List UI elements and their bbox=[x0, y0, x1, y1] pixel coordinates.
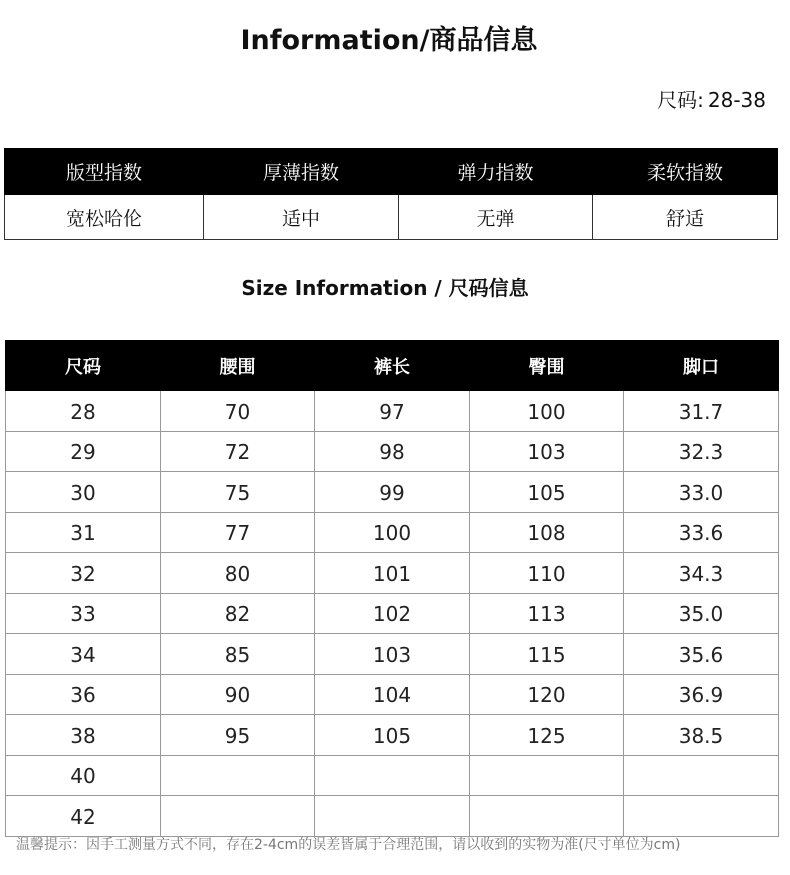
size-header-hem: 脚口 bbox=[624, 341, 779, 391]
table-row bbox=[6, 796, 779, 837]
index-header-softness: 柔软指数 bbox=[593, 149, 778, 195]
hem-cell: 32.3 bbox=[624, 431, 779, 472]
waist-cell: 77 bbox=[161, 512, 315, 553]
waist-cell: 95 bbox=[161, 715, 315, 756]
size-header-waist: 腰围 bbox=[161, 341, 315, 391]
waist-cell: 85 bbox=[161, 634, 315, 675]
index-value-fit: 宽松哈伦 bbox=[5, 195, 204, 240]
table-row bbox=[6, 715, 779, 756]
hip-cell bbox=[470, 796, 624, 837]
measurement-note: 温馨提示：因手工测量方式不同，存在2-4cm的误差皆属于合理范围，请以收到的实物为准(尺寸单位为cm) bbox=[16, 837, 681, 853]
length-cell: 105 bbox=[315, 715, 470, 756]
hem-cell: 33.6 bbox=[624, 512, 779, 553]
hem-cell: 36.9 bbox=[624, 674, 779, 715]
hip-cell: 120 bbox=[470, 674, 624, 715]
waist-cell bbox=[161, 755, 315, 796]
waist-cell: 75 bbox=[161, 472, 315, 513]
table-row bbox=[6, 674, 779, 715]
length-cell: 99 bbox=[315, 472, 470, 513]
table-row bbox=[6, 472, 779, 513]
index-header-elasticity: 弹力指数 bbox=[399, 149, 593, 195]
table-row bbox=[6, 553, 779, 594]
index-header-row bbox=[5, 149, 778, 195]
hem-cell: 35.6 bbox=[624, 634, 779, 675]
waist-cell: 72 bbox=[161, 431, 315, 472]
hem-cell: 38.5 bbox=[624, 715, 779, 756]
size-range bbox=[657, 84, 766, 113]
size-cell: 30 bbox=[6, 472, 161, 513]
hip-cell: 110 bbox=[470, 553, 624, 594]
size-cell: 38 bbox=[6, 715, 161, 756]
size-header-hip: 臀围 bbox=[470, 341, 624, 391]
hip-cell: 108 bbox=[470, 512, 624, 553]
index-value-elasticity: 无弹 bbox=[399, 195, 593, 240]
product-index-table bbox=[4, 148, 778, 240]
index-value-softness: 舒适 bbox=[593, 195, 778, 240]
hip-cell: 105 bbox=[470, 472, 624, 513]
size-range-label: 尺码 bbox=[657, 88, 698, 112]
size-cell: 32 bbox=[6, 553, 161, 594]
length-cell: 103 bbox=[315, 634, 470, 675]
hem-cell: 33.0 bbox=[624, 472, 779, 513]
hem-cell bbox=[624, 796, 779, 837]
size-header-length: 裤长 bbox=[315, 341, 470, 391]
size-cell: 36 bbox=[6, 674, 161, 715]
size-cell: 28 bbox=[6, 391, 161, 432]
hem-cell bbox=[624, 755, 779, 796]
length-cell: 104 bbox=[315, 674, 470, 715]
table-row bbox=[6, 391, 779, 432]
waist-cell bbox=[161, 796, 315, 837]
hem-cell: 31.7 bbox=[624, 391, 779, 432]
hip-cell: 115 bbox=[470, 634, 624, 675]
size-cell: 40 bbox=[6, 755, 161, 796]
size-range-separator: : bbox=[697, 88, 704, 112]
size-range-value: 28-38 bbox=[707, 88, 766, 112]
length-cell: 102 bbox=[315, 593, 470, 634]
size-section-title: Size Information / 尺码信息 bbox=[241, 276, 529, 300]
table-row bbox=[6, 512, 779, 553]
hip-cell bbox=[470, 755, 624, 796]
hem-cell: 35.0 bbox=[624, 593, 779, 634]
size-cell: 42 bbox=[6, 796, 161, 837]
length-cell bbox=[315, 796, 470, 837]
index-header-thickness: 厚薄指数 bbox=[204, 149, 399, 195]
hip-cell: 113 bbox=[470, 593, 624, 634]
hem-cell: 34.3 bbox=[624, 553, 779, 594]
size-header-size: 尺码 bbox=[6, 341, 161, 391]
waist-cell: 90 bbox=[161, 674, 315, 715]
index-header-fit: 版型指数 bbox=[5, 149, 204, 195]
length-cell: 97 bbox=[315, 391, 470, 432]
table-row bbox=[6, 593, 779, 634]
table-row bbox=[6, 755, 779, 796]
table-row bbox=[6, 431, 779, 472]
waist-cell: 80 bbox=[161, 553, 315, 594]
hip-cell: 125 bbox=[470, 715, 624, 756]
size-cell: 31 bbox=[6, 512, 161, 553]
page-title: Information/商品信息 bbox=[240, 25, 538, 56]
index-value-thickness: 适中 bbox=[204, 195, 399, 240]
size-cell: 33 bbox=[6, 593, 161, 634]
waist-cell: 82 bbox=[161, 593, 315, 634]
size-table bbox=[5, 340, 779, 837]
index-value-row bbox=[5, 195, 778, 240]
length-cell bbox=[315, 755, 470, 796]
waist-cell: 70 bbox=[161, 391, 315, 432]
length-cell: 98 bbox=[315, 431, 470, 472]
length-cell: 101 bbox=[315, 553, 470, 594]
size-header-row bbox=[6, 341, 779, 391]
length-cell: 100 bbox=[315, 512, 470, 553]
hip-cell: 100 bbox=[470, 391, 624, 432]
hip-cell: 103 bbox=[470, 431, 624, 472]
size-cell: 29 bbox=[6, 431, 161, 472]
size-cell: 34 bbox=[6, 634, 161, 675]
table-row bbox=[6, 634, 779, 675]
